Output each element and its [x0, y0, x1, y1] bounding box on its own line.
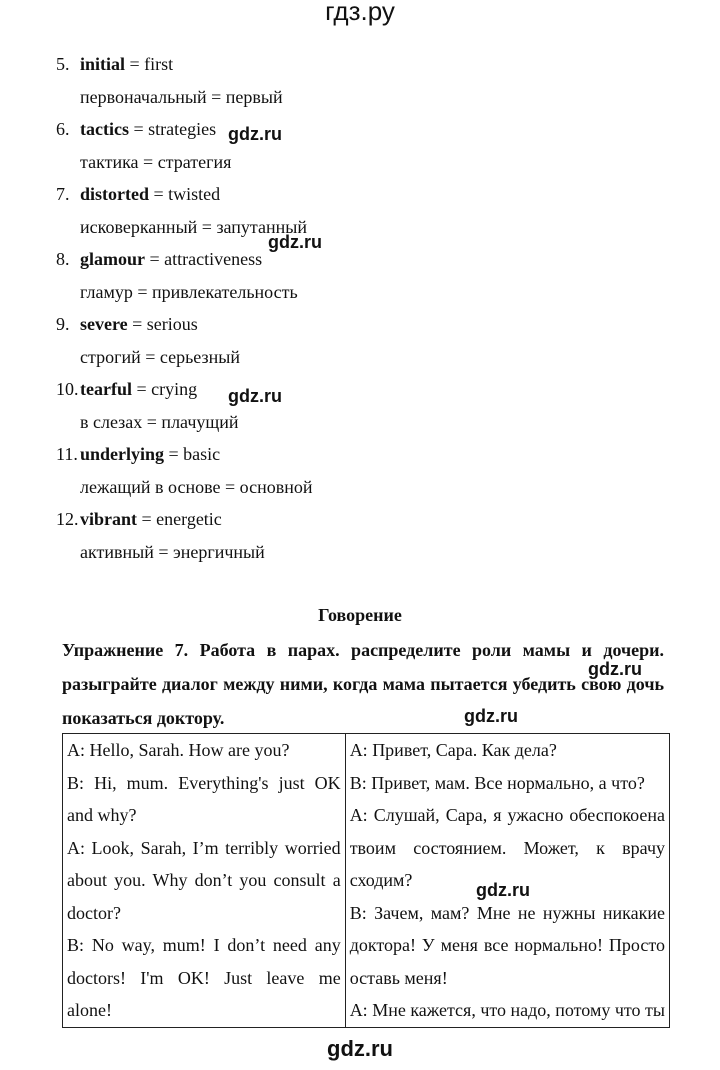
entry-number: 11.: [56, 444, 78, 464]
entry-definition: = attractiveness: [145, 249, 263, 269]
footer-watermark: gdz.ru: [327, 1036, 393, 1061]
entry-definition: = serious: [127, 314, 198, 334]
vocab-translation: первоначальный = первый: [80, 86, 283, 107]
dialog-line: and why?: [67, 805, 137, 825]
watermark: gdz.ru: [464, 706, 518, 726]
vocab-translation: тактика = стратегия: [80, 151, 232, 172]
exercise-instructions: [62, 633, 664, 735]
dialog-line: doctors! I'm OK! Just leave me: [67, 967, 341, 988]
entry-definition: = twisted: [149, 184, 221, 204]
dialog-line: доктора! У меня все нормально! Просто: [349, 935, 665, 955]
section-title: Говорение: [318, 605, 402, 625]
entry-definition: = crying: [131, 379, 198, 399]
entry-term: tearful: [80, 379, 132, 399]
dialog-line: alone!: [67, 1000, 112, 1020]
dialog-line: B: Зачем, мам? Мне не нужны никакие: [349, 902, 665, 923]
dialog-line: A: Мне кажется, что надо, потому что ты: [349, 1000, 665, 1020]
dialog-line: A: Hello, Sarah. How are you?: [67, 740, 290, 760]
entry-term: severe: [80, 314, 128, 334]
site-header: гдз.ру: [325, 0, 395, 26]
dialog-line: B: No way, mum! I don’t need any: [67, 935, 341, 955]
dialog-line: A: Look, Sarah, I’m terribly worried: [67, 837, 341, 858]
entry-definition: = strategies: [128, 119, 217, 139]
entry-term: glamour: [80, 249, 145, 269]
entry-number: 12.: [56, 509, 79, 529]
dialog-line: about you. Why don’t you consult a: [67, 870, 341, 890]
entry-number: 6.: [56, 119, 70, 139]
dialog-line: A: Привет, Сара. Как дела?: [349, 740, 557, 760]
vocab-entry: [56, 438, 676, 471]
english-column: [63, 734, 346, 1028]
instruction-line: показаться доктору.: [62, 708, 225, 728]
vocabulary-list: [56, 48, 676, 568]
entry-term: distorted: [80, 184, 149, 204]
entry-term: vibrant: [80, 509, 138, 529]
vocab-translation: лежащий в основе = основной: [80, 476, 313, 497]
entry-number: 5.: [56, 54, 70, 74]
vocab-entry: [56, 178, 676, 211]
vocab-entry: [56, 308, 676, 341]
instruction-line: разыграйте диалог между ними, когда мама пытается убедить свою дочь: [62, 674, 664, 694]
vocab-entry: [56, 503, 676, 536]
entry-number: 8.: [56, 249, 70, 269]
watermark: gdz.ru: [588, 659, 642, 679]
russian-column: [345, 734, 669, 1028]
vocab-translation: гламур = привлекательность: [80, 281, 298, 302]
vocab-translation: активный = энергичный: [80, 541, 265, 562]
vocab-entry: [56, 48, 676, 81]
dialog-line: doctor?: [67, 902, 121, 923]
dialog-line: оставь меня!: [349, 967, 448, 988]
watermark: gdz.ru: [268, 232, 322, 252]
entry-definition: = basic: [164, 444, 221, 464]
dialog-line: твоим состоянием. Может, к врачу: [349, 837, 665, 858]
dialog-line: A: Слушай, Сара, я ужасно обеспокоена: [349, 805, 665, 825]
entry-definition: = first: [125, 54, 174, 74]
entry-term: tactics: [80, 119, 129, 139]
vocab-entry: [56, 113, 676, 146]
vocab-translation: в слезах = плачущий: [80, 411, 239, 432]
entry-definition: = energetic: [137, 509, 222, 529]
watermark: gdz.ru: [228, 386, 282, 406]
vocab-entry: [56, 243, 676, 276]
vocab-entry: [56, 373, 676, 406]
entry-term: initial: [80, 54, 126, 74]
watermark: gdz.ru: [476, 880, 530, 900]
dialog-line: сходим?: [349, 870, 413, 890]
entry-number: 7.: [56, 184, 70, 204]
vocab-translation: строгий = серьезный: [80, 346, 240, 367]
entry-number: 10.: [56, 379, 79, 399]
instruction-line: Упражнение 7. Работа в парах. распределите роли мамы и дочери.: [62, 640, 664, 660]
vocab-translation: исковерканный = запутанный: [80, 216, 308, 237]
entry-number: 9.: [56, 314, 70, 334]
dialog-table: [62, 733, 670, 1028]
watermark: gdz.ru: [228, 124, 282, 144]
dialog-line: B: Hi, mum. Everything's just OK: [67, 772, 341, 793]
entry-term: underlying: [80, 444, 165, 464]
dialog-line: B: Привет, мам. Все нормально, а что?: [349, 772, 645, 793]
